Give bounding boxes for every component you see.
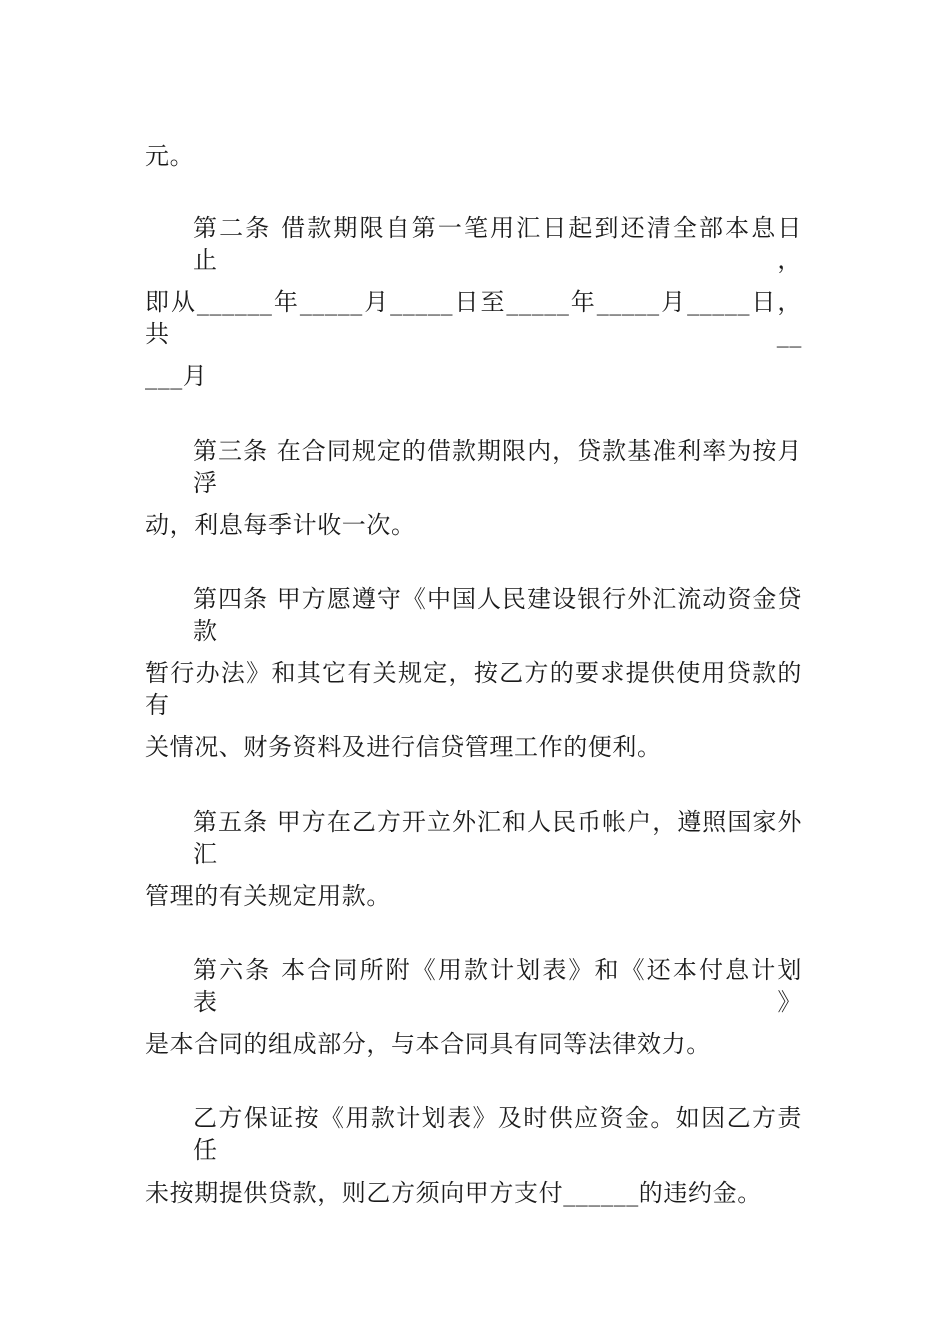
paragraph-line-2: 未按期提供贷款，则乙方须向甲方支付______的违约金。 [145,1179,762,1207]
article-2-line-2: 即从______年_____月_____日至_____年_____月_____日，共__ [145,288,802,348]
article-6-line-1: 第六条 本合同所附《用款计划表》和《还本付息计划表》 [193,956,802,1016]
article-3-line-2: 动，利息每季计收一次。 [145,511,416,539]
article-5-line-2: 管理的有关规定用款。 [145,882,391,910]
article-3-line-1: 第三条 在合同规定的借款期限内，贷款基准利率为按月浮 [193,437,802,497]
article-4-line-1: 第四条 甲方愿遵守《中国人民建设银行外汇流动资金贷款 [193,585,802,645]
article-2-line-3: ___月 [145,362,208,390]
article-5-line-1: 第五条 甲方在乙方开立外汇和人民币帐户，遵照国家外汇 [193,808,802,868]
text-line: 元。 [145,142,195,170]
paragraph-line-1: 乙方保证按《用款计划表》及时供应资金。如因乙方责任 [193,1104,802,1164]
article-4-line-2: 暂行办法》和其它有关规定，按乙方的要求提供使用贷款的有 [145,659,802,719]
article-2-line-1: 第二条 借款期限自第一笔用汇日起到还清全部本息日止， [193,214,802,274]
article-4-line-3: 关情况、财务资料及进行信贷管理工作的便利。 [145,733,662,761]
article-6-line-2: 是本合同的组成部分，与本合同具有同等法律效力。 [145,1030,711,1058]
